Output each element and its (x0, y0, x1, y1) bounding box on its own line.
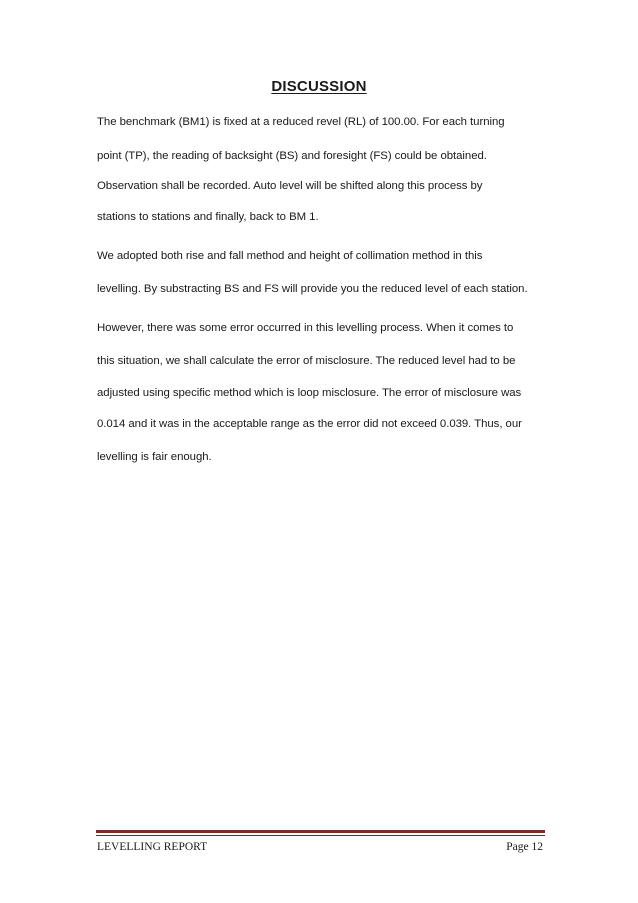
paragraph-3-line-4: 0.014 and it was in the acceptable range as the error did not exceed 0.039. Thus, our (97, 418, 522, 430)
footer-page-number: Page 12 (506, 841, 543, 853)
footer-rule (96, 830, 545, 833)
paragraph-3-line-1: However, there was some error occurred in this levelling process. When it comes to (97, 322, 514, 334)
paragraph-1-line-4: stations to stations and finally, back to BM 1. (97, 211, 319, 223)
paragraph-1-line-3: Observation shall be recorded. Auto level will be shifted along this process by (97, 180, 483, 192)
paragraph-3-line-3: adjusted using specific method which is loop misclosure. The error of misclosure was (97, 387, 522, 399)
paragraph-2-line-2: levelling. By substracting BS and FS will provide you the reduced level of each station. (97, 283, 528, 295)
paragraph-1-line-1: The benchmark (BM1) is fixed at a reduced revel (RL) of 100.00. For each turning (97, 116, 505, 128)
paragraph-2-line-1: We adopted both rise and fall method and height of collimation method in this (97, 250, 483, 262)
paragraph-3-line-5: levelling is fair enough. (97, 451, 212, 463)
page-title: DISCUSSION (271, 78, 367, 95)
footer-rule-thin (96, 835, 545, 836)
paragraph-1-line-2: point (TP), the reading of backsight (BS) and foresight (FS) could be obtained. (97, 150, 487, 162)
footer-report-title: LEVELLING REPORT (97, 841, 208, 853)
paragraph-3-line-2: this situation, we shall calculate the error of misclosure. The reduced level had to be (97, 355, 516, 367)
